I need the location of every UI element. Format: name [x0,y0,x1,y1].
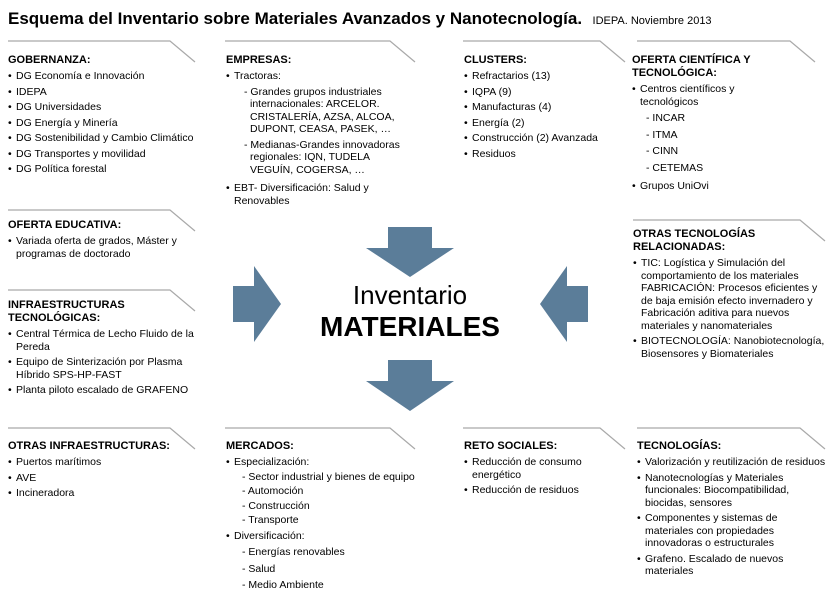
arrow-right [540,266,588,342]
title-subtitle: IDEPA. Noviembre 2013 [592,15,712,27]
title-main: Esquema del Inventario sobre Materiales Avanzados y Nanotecnología. [8,9,583,28]
list-item: • Puertos marítimos [8,456,203,469]
list-item: • Componentes y sistemas de materiales con propiedades innovadoras o estructurales [637,512,827,550]
list-item: • Grafeno. Escalado de nuevos materiales [637,553,827,578]
list-item: • Grupos UniOvi [632,180,792,193]
list-item: • Reducción de consumo energético [464,456,584,481]
arrow-top [366,227,454,277]
box-gobernanza [8,54,213,176]
list-item: • DG Energía y Minería [8,117,213,130]
page-title [8,9,712,29]
list-item: • Variada oferta de grados, Máster y programas de doctorado [8,235,198,260]
list-subitem: - Medio Ambiente [226,579,426,592]
list-item: • Nanotecnologías y Materiales funcionales: Biocompatibilidad, biocidas, sensores [637,472,827,510]
list-item: • DG Transportes y movilidad [8,148,213,161]
box-empresas [226,54,406,207]
list-item: • Valorización y reutilización de residuos [637,456,827,469]
list-item: • DG Economía e Innovación [8,70,213,83]
list-item: • DG Universidades [8,101,213,114]
box-title: OTRAS INFRAESTRUCTURAS: [8,440,170,452]
arrow-bottom [366,360,454,411]
list-item: • TIC: Logística y Simulación del comportamiento de los materiales FABRICACIÓN: Procesos eficientes y de baja emisión efecto invernadero y Fabricación aditiva para nuevos materiales y nanomateriales [633,257,828,332]
box-oferta-cientifica [632,54,792,193]
list-item: • Especialización: [226,456,426,469]
box-clusters [464,54,624,160]
list-subitem: - CETEMAS [632,162,792,175]
list-item: • Construcción (2) Avanzada [464,132,624,145]
box-title: CLUSTERS: [464,54,527,66]
list-item: • Tractoras: [226,70,406,83]
list-item: • Centros científicos y tecnológicos [632,83,792,108]
center-line-2: MATERIALES [320,311,500,342]
box-title: GOBERNANZA: [8,54,91,66]
list-subitem: - Energías renovables [226,546,426,559]
list-item: • IDEPA [8,86,213,99]
box-otras-tecnologias [633,228,828,360]
list-subitem: - Transporte [226,514,426,527]
list-subitem: - INCAR [632,112,792,125]
list-item: • IQPA (9) [464,86,624,99]
box-title: OTRAS TECNOLOGÍAS RELACIONADAS: [633,228,756,253]
box-title: OFERTA EDUCATIVA: [8,219,122,231]
box-title: EMPRESAS: [226,54,292,66]
list-item: • Incineradora [8,487,203,500]
box-oferta-educativa [8,219,198,260]
box-title: MERCADOS: [226,440,294,452]
list-subitem: - Salud [226,563,426,576]
box-title: INFRAESTRUCTURAS TECNOLÓGICAS: [8,299,125,324]
list-subitem: - Automoción [226,485,426,498]
list-subitem: - CINN [632,145,792,158]
list-subitem: - Medianas-Grandes innovadoras regionales: IQN, TUDELA VEGUÍN, COGERSA, … [226,139,406,177]
list-item: • Central Térmica de Lecho Fluido de la Pereda [8,328,208,353]
list-item: • Planta piloto escalado de GRAFENO [8,384,208,397]
list-item: • Refractarios (13) [464,70,624,83]
box-reto-sociales [464,440,584,497]
list-item: • Equipo de Sinterización por Plasma Híbrido SPS-HP-FAST [8,356,208,381]
list-subitem: - ITMA [632,129,792,142]
box-mercados [226,440,426,592]
list-item: • Diversificación: [226,530,426,543]
box-title: RETO SOCIALES: [464,440,558,452]
list-item: • EBT- Diversificación: Salud y Renovables [226,182,406,207]
box-title: TECNOLOGÍAS: [637,440,722,452]
list-item: • AVE [8,472,203,485]
box-tecnologias [637,440,827,578]
list-item: • BIOTECNOLOGÍA: Nanobiotecnología, Biosensores y Biomateriales [633,335,828,360]
list-subitem: - Construcción [226,500,426,513]
center-line-1: Inventario [352,280,468,310]
list-item: • Reducción de residuos [464,484,584,497]
list-item: • DG Sostenibilidad y Cambio Climático [8,132,213,145]
box-otras-infraestructuras [8,440,203,500]
list-item: • Energía (2) [464,117,624,130]
list-subitem: - Sector industrial y bienes de equipo [226,471,426,484]
list-item: • DG Política forestal [8,163,213,176]
list-item: • Residuos [464,148,624,161]
box-infraestructuras-tecnologicas [8,299,208,397]
center-label [300,280,520,344]
box-title: OFERTA CIENTÍFICA Y TECNOLÓGICA: [632,54,751,79]
list-item: • Manufacturas (4) [464,101,624,114]
list-subitem: - Grandes grupos industriales internacionales: ARCELOR. CRISTALERÍA, AZSA, ALCOA, DUPONT, CEASA, PASEK, … [226,86,406,136]
arrow-left [233,266,281,342]
